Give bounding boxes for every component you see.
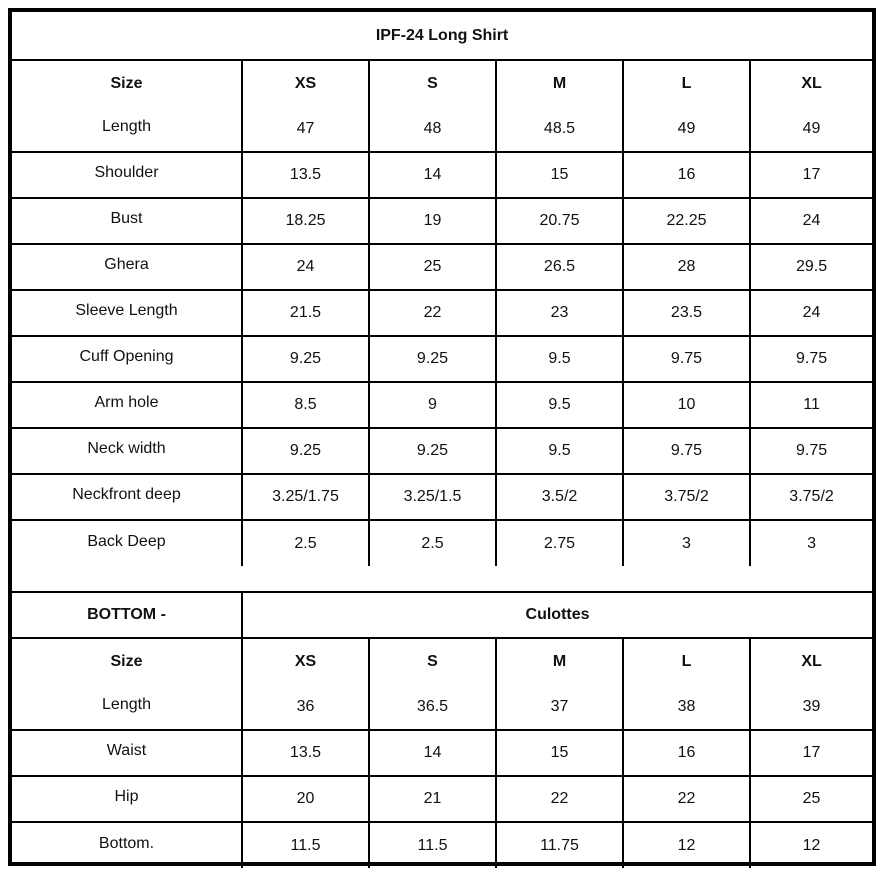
measurement-label [12,730,242,776]
measurement-value: 9.5 [496,382,623,428]
measurement-value: 9.25 [242,428,369,474]
measurement-value: 9 [369,382,496,428]
header-cell-m: M [496,60,623,106]
measurement-value: 3.75/2 [750,474,872,520]
measurement-value: 3 [623,520,750,566]
measurement-value: 28 [623,244,750,290]
measurement-value: 48.5 [496,106,623,152]
measurement-label-text: Waist [106,742,147,759]
bottom-section-row [12,592,872,638]
measurement-label-text: Cuff Opening [79,348,174,365]
measurement-value: 9.5 [496,336,623,382]
measurement-value: 9.25 [369,428,496,474]
measurement-value: 38 [623,684,750,730]
table-row [12,198,872,244]
header-cell-xs: XS [242,60,369,106]
header-cell-l: L [623,638,750,684]
measurement-label [12,152,242,198]
measurement-value: 22 [369,290,496,336]
bottom-header-row [12,638,872,684]
measurement-value: 8.5 [242,382,369,428]
measurement-value: 26.5 [496,244,623,290]
header-cell-s: S [369,638,496,684]
measurement-value: 16 [623,730,750,776]
measurement-label [12,106,242,152]
spacer-row [12,566,872,592]
measurement-value: 11.5 [369,822,496,868]
top-header-row [12,60,872,106]
table-row [12,382,872,428]
measurement-value: 2.75 [496,520,623,566]
measurement-value: 2.5 [369,520,496,566]
measurement-value: 49 [750,106,872,152]
measurement-label-text: Neck width [87,440,166,457]
measurement-value: 9.75 [750,428,872,474]
measurement-label-text: Ghera [104,256,149,273]
title-row [12,12,872,60]
measurement-value: 37 [496,684,623,730]
chart-title: IPF-24 Long Shirt [12,12,872,60]
measurement-value: 17 [750,730,872,776]
table-row [12,776,872,822]
measurement-value: 19 [369,198,496,244]
measurement-label [12,474,242,520]
measurement-label [12,776,242,822]
measurement-value: 3.5/2 [496,474,623,520]
measurement-value: 36 [242,684,369,730]
measurement-value: 9.25 [242,336,369,382]
measurement-value: 3.25/1.75 [242,474,369,520]
measurement-value: 17 [750,152,872,198]
top-measurements [12,106,872,566]
header-cell-xl: XL [750,638,872,684]
measurement-value: 24 [242,244,369,290]
measurement-label-text: Bust [110,210,143,227]
bottom-measurements [12,684,872,868]
measurement-value: 29.5 [750,244,872,290]
measurement-label [12,822,242,868]
measurement-value: 39 [750,684,872,730]
measurement-value: 15 [496,152,623,198]
measurement-value: 14 [369,730,496,776]
table-row [12,520,872,566]
measurement-value: 13.5 [242,152,369,198]
measurement-label-text: Length [102,117,151,135]
measurement-value: 9.75 [623,336,750,382]
measurement-value: 47 [242,106,369,152]
measurement-value: 21.5 [242,290,369,336]
header-cell-xl: XL [750,60,872,106]
measurement-value: 18.25 [242,198,369,244]
measurement-value: 20 [242,776,369,822]
bottom-section-label: BOTTOM - [12,592,242,638]
measurement-value: 23 [496,290,623,336]
measurement-label [12,198,242,244]
measurement-value: 9.25 [369,336,496,382]
measurement-value: 12 [623,822,750,868]
measurement-value: 48 [369,106,496,152]
table-row [12,244,872,290]
measurement-label [12,244,242,290]
header-cell-s: S [369,60,496,106]
measurement-value: 25 [750,776,872,822]
measurement-value: 9.75 [750,336,872,382]
measurement-label-text: Arm hole [94,394,159,411]
measurement-value: 11.5 [242,822,369,868]
measurement-value: 12 [750,822,872,868]
measurement-value: 9.5 [496,428,623,474]
measurement-label-text: Neckfront deep [72,486,181,503]
table-row [12,290,872,336]
measurement-value: 9.75 [623,428,750,474]
measurement-value: 16 [623,152,750,198]
measurement-label-text: Back Deep [87,532,166,550]
measurement-value: 3.75/2 [623,474,750,520]
header-cell-size: Size [12,60,242,106]
measurement-value: 49 [623,106,750,152]
measurement-label-text: Length [102,695,151,713]
measurement-value: 24 [750,198,872,244]
measurement-value: 24 [750,290,872,336]
measurement-value: 21 [369,776,496,822]
measurement-label [12,290,242,336]
measurement-value: 2.5 [242,520,369,566]
measurement-label [12,336,242,382]
table-row [12,822,872,868]
measurement-label-text: Sleeve Length [75,302,178,319]
bottom-section-title: Culottes [242,592,872,638]
measurement-value: 25 [369,244,496,290]
size-chart-table [12,12,872,868]
header-cell-xs: XS [242,638,369,684]
table-row [12,684,872,730]
measurement-value: 13.5 [242,730,369,776]
measurement-value: 36.5 [369,684,496,730]
measurement-value: 22 [623,776,750,822]
measurement-value: 20.75 [496,198,623,244]
header-cell-size: Size [12,638,242,684]
measurement-value: 3 [750,520,872,566]
measurement-label-text: Hip [114,788,139,805]
measurement-label [12,428,242,474]
table-row [12,152,872,198]
measurement-value: 14 [369,152,496,198]
measurement-value: 11 [750,382,872,428]
table-row [12,106,872,152]
table-row [12,730,872,776]
spacer-cell [12,566,872,592]
measurement-value: 10 [623,382,750,428]
measurement-value: 11.75 [496,822,623,868]
table-row [12,428,872,474]
measurement-value: 23.5 [623,290,750,336]
measurement-label [12,684,242,730]
measurement-value: 22.25 [623,198,750,244]
measurement-value: 15 [496,730,623,776]
measurement-value: 3.25/1.5 [369,474,496,520]
measurement-value: 22 [496,776,623,822]
header-cell-m: M [496,638,623,684]
measurement-label [12,382,242,428]
size-chart-sheet [8,8,876,866]
measurement-label-text: Shoulder [94,164,159,181]
table-row [12,336,872,382]
measurement-label-text: Bottom. [98,834,155,852]
header-cell-l: L [623,60,750,106]
measurement-label [12,520,242,566]
table-row [12,474,872,520]
